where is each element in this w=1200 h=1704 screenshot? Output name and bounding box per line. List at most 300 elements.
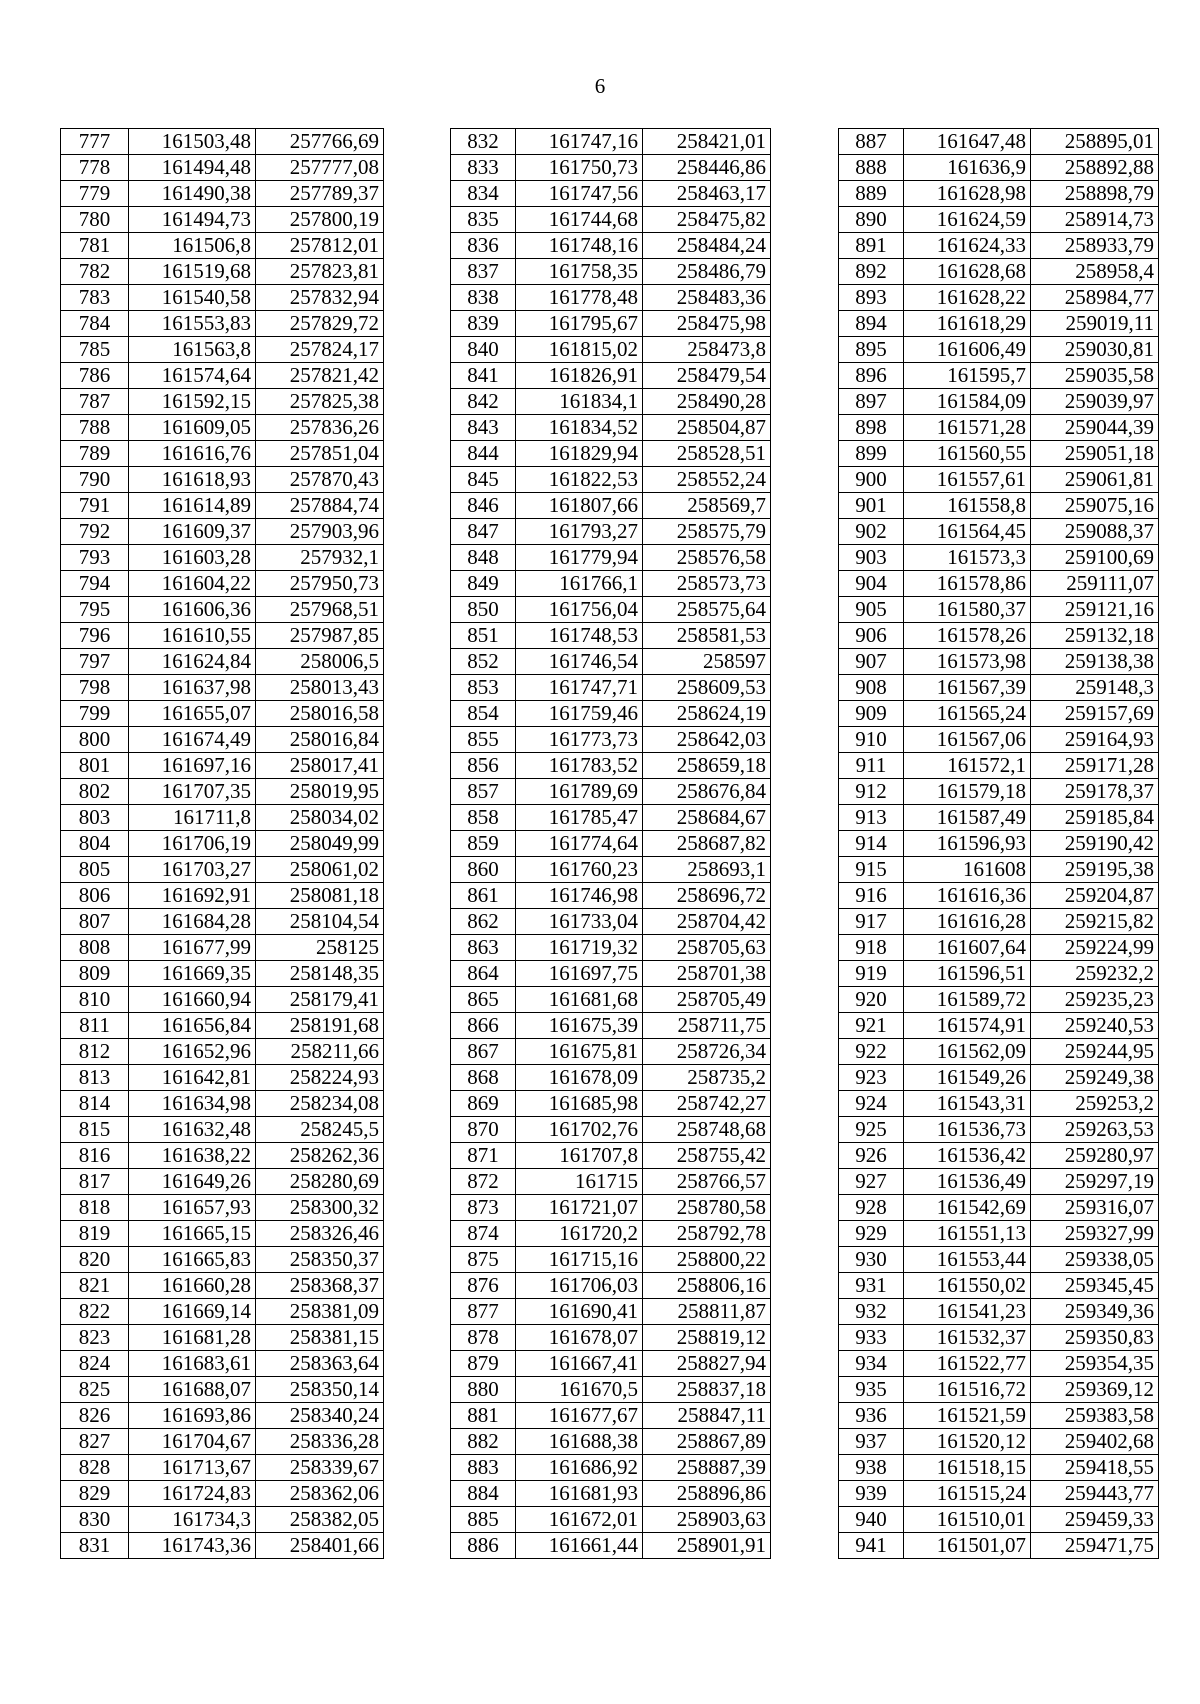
x-coordinate-cell: 161501,07 <box>904 1533 1031 1559</box>
point-number-cell: 782 <box>61 259 129 285</box>
y-coordinate-cell: 258368,37 <box>256 1273 384 1299</box>
table-row <box>451 311 771 337</box>
x-coordinate-cell: 161672,01 <box>516 1507 643 1533</box>
point-number-cell: 910 <box>839 727 904 753</box>
y-coordinate-cell: 258901,91 <box>643 1533 771 1559</box>
point-number-cell: 934 <box>839 1351 904 1377</box>
table-row <box>61 597 384 623</box>
y-coordinate-cell: 257829,72 <box>256 311 384 337</box>
table-row <box>451 1429 771 1455</box>
table-row <box>451 779 771 805</box>
point-number-cell: 867 <box>451 1039 516 1065</box>
point-number-cell: 864 <box>451 961 516 987</box>
table-row <box>839 675 1159 701</box>
point-number-cell: 825 <box>61 1377 129 1403</box>
point-number-cell: 866 <box>451 1013 516 1039</box>
x-coordinate-cell: 161750,73 <box>516 155 643 181</box>
y-coordinate-cell: 258486,79 <box>643 259 771 285</box>
point-number-cell: 878 <box>451 1325 516 1351</box>
point-number-cell: 883 <box>451 1455 516 1481</box>
x-coordinate-cell: 161551,13 <box>904 1221 1031 1247</box>
point-number-cell: 870 <box>451 1117 516 1143</box>
point-number-cell: 781 <box>61 233 129 259</box>
point-number-cell: 786 <box>61 363 129 389</box>
x-coordinate-cell: 161688,07 <box>129 1377 256 1403</box>
table-row <box>839 1169 1159 1195</box>
x-coordinate-cell: 161785,47 <box>516 805 643 831</box>
x-coordinate-cell: 161628,68 <box>904 259 1031 285</box>
y-coordinate-cell: 258705,63 <box>643 935 771 961</box>
point-number-cell: 803 <box>61 805 129 831</box>
y-coordinate-cell: 258705,49 <box>643 987 771 1013</box>
x-coordinate-cell: 161703,27 <box>129 857 256 883</box>
table-row <box>451 1455 771 1481</box>
x-coordinate-cell: 161670,5 <box>516 1377 643 1403</box>
table-row <box>61 1507 384 1533</box>
y-coordinate-cell: 259418,55 <box>1031 1455 1159 1481</box>
table-row <box>451 1507 771 1533</box>
y-coordinate-cell: 259349,36 <box>1031 1299 1159 1325</box>
table-row <box>61 1273 384 1299</box>
table-row <box>839 1013 1159 1039</box>
point-number-cell: 790 <box>61 467 129 493</box>
x-coordinate-cell: 161624,33 <box>904 233 1031 259</box>
y-coordinate-cell: 258693,1 <box>643 857 771 883</box>
y-coordinate-cell: 259035,58 <box>1031 363 1159 389</box>
point-number-cell: 813 <box>61 1065 129 1091</box>
table-row <box>839 1247 1159 1273</box>
y-coordinate-cell: 258711,75 <box>643 1013 771 1039</box>
point-number-cell: 876 <box>451 1273 516 1299</box>
point-number-cell: 801 <box>61 753 129 779</box>
y-coordinate-cell: 258609,53 <box>643 675 771 701</box>
table-row <box>839 1195 1159 1221</box>
table-row <box>839 467 1159 493</box>
x-coordinate-cell: 161614,89 <box>129 493 256 519</box>
table-row <box>451 1117 771 1143</box>
x-coordinate-cell: 161624,59 <box>904 207 1031 233</box>
x-coordinate-cell: 161532,37 <box>904 1325 1031 1351</box>
y-coordinate-cell: 258245,5 <box>256 1117 384 1143</box>
x-coordinate-cell: 161758,35 <box>516 259 643 285</box>
table-row <box>839 259 1159 285</box>
x-coordinate-cell: 161637,98 <box>129 675 256 701</box>
point-number-cell: 819 <box>61 1221 129 1247</box>
table-row <box>839 1065 1159 1091</box>
y-coordinate-cell: 258984,77 <box>1031 285 1159 311</box>
table-row <box>61 961 384 987</box>
point-number-cell: 777 <box>61 129 129 155</box>
x-coordinate-cell: 161834,1 <box>516 389 643 415</box>
point-number-cell: 847 <box>451 519 516 545</box>
table-row <box>839 649 1159 675</box>
point-number-cell: 805 <box>61 857 129 883</box>
table-row <box>451 909 771 935</box>
x-coordinate-cell: 161660,28 <box>129 1273 256 1299</box>
x-coordinate-cell: 161595,7 <box>904 363 1031 389</box>
x-coordinate-cell: 161494,73 <box>129 207 256 233</box>
table-row <box>839 1143 1159 1169</box>
y-coordinate-cell: 258659,18 <box>643 753 771 779</box>
x-coordinate-cell: 161715 <box>516 1169 643 1195</box>
x-coordinate-cell: 161665,83 <box>129 1247 256 1273</box>
point-number-cell: 932 <box>839 1299 904 1325</box>
table-row <box>61 233 384 259</box>
point-number-cell: 863 <box>451 935 516 961</box>
table-row <box>839 1533 1159 1559</box>
y-coordinate-cell: 258421,01 <box>643 129 771 155</box>
x-coordinate-cell: 161609,05 <box>129 415 256 441</box>
y-coordinate-cell: 259190,42 <box>1031 831 1159 857</box>
x-coordinate-cell: 161567,39 <box>904 675 1031 701</box>
point-number-cell: 806 <box>61 883 129 909</box>
x-coordinate-cell: 161550,02 <box>904 1273 1031 1299</box>
point-number-cell: 809 <box>61 961 129 987</box>
x-coordinate-cell: 161610,55 <box>129 623 256 649</box>
y-coordinate-cell: 258473,8 <box>643 337 771 363</box>
table-row <box>451 1169 771 1195</box>
point-number-cell: 900 <box>839 467 904 493</box>
table-row <box>839 233 1159 259</box>
table-row <box>451 1065 771 1091</box>
point-number-cell: 807 <box>61 909 129 935</box>
point-number-cell: 868 <box>451 1065 516 1091</box>
point-number-cell: 882 <box>451 1429 516 1455</box>
y-coordinate-cell: 259138,38 <box>1031 649 1159 675</box>
point-number-cell: 923 <box>839 1065 904 1091</box>
y-coordinate-cell: 258081,18 <box>256 883 384 909</box>
table-row <box>61 1351 384 1377</box>
table-row <box>61 1533 384 1559</box>
table-row <box>451 597 771 623</box>
table-row <box>61 987 384 1013</box>
y-coordinate-cell: 259443,77 <box>1031 1481 1159 1507</box>
x-coordinate-cell: 161521,59 <box>904 1403 1031 1429</box>
y-coordinate-cell: 259224,99 <box>1031 935 1159 961</box>
table-row <box>451 883 771 909</box>
point-number-cell: 931 <box>839 1273 904 1299</box>
point-number-cell: 854 <box>451 701 516 727</box>
table-row <box>451 415 771 441</box>
x-coordinate-cell: 161520,12 <box>904 1429 1031 1455</box>
x-coordinate-cell: 161677,99 <box>129 935 256 961</box>
x-coordinate-cell: 161628,98 <box>904 181 1031 207</box>
y-coordinate-cell: 258867,89 <box>643 1429 771 1455</box>
table-row <box>839 519 1159 545</box>
x-coordinate-cell: 161609,37 <box>129 519 256 545</box>
x-coordinate-cell: 161747,71 <box>516 675 643 701</box>
y-coordinate-cell: 258895,01 <box>1031 129 1159 155</box>
y-coordinate-cell: 259148,3 <box>1031 675 1159 701</box>
y-coordinate-cell: 259232,2 <box>1031 961 1159 987</box>
x-coordinate-cell: 161669,14 <box>129 1299 256 1325</box>
y-coordinate-cell: 259030,81 <box>1031 337 1159 363</box>
y-coordinate-cell: 258483,36 <box>643 285 771 311</box>
x-coordinate-cell: 161688,38 <box>516 1429 643 1455</box>
point-number-cell: 919 <box>839 961 904 987</box>
table-row <box>839 1351 1159 1377</box>
point-number-cell: 800 <box>61 727 129 753</box>
point-number-cell: 928 <box>839 1195 904 1221</box>
y-coordinate-cell: 259088,37 <box>1031 519 1159 545</box>
y-coordinate-cell: 258336,28 <box>256 1429 384 1455</box>
y-coordinate-cell: 259061,81 <box>1031 467 1159 493</box>
table-row <box>839 727 1159 753</box>
y-coordinate-cell: 258933,79 <box>1031 233 1159 259</box>
y-coordinate-cell: 258006,5 <box>256 649 384 675</box>
x-coordinate-cell: 161829,94 <box>516 441 643 467</box>
point-number-cell: 935 <box>839 1377 904 1403</box>
table-row <box>451 1013 771 1039</box>
x-coordinate-cell: 161795,67 <box>516 311 643 337</box>
point-number-cell: 881 <box>451 1403 516 1429</box>
y-coordinate-cell: 258463,17 <box>643 181 771 207</box>
y-coordinate-cell: 257825,38 <box>256 389 384 415</box>
table-row <box>451 1325 771 1351</box>
table-row <box>451 571 771 597</box>
table-row <box>451 805 771 831</box>
x-coordinate-cell: 161536,73 <box>904 1117 1031 1143</box>
point-number-cell: 827 <box>61 1429 129 1455</box>
point-number-cell: 855 <box>451 727 516 753</box>
y-coordinate-cell: 258490,28 <box>643 389 771 415</box>
y-coordinate-cell: 257950,73 <box>256 571 384 597</box>
x-coordinate-cell: 161578,86 <box>904 571 1031 597</box>
table-row <box>451 1091 771 1117</box>
y-coordinate-cell: 257800,19 <box>256 207 384 233</box>
y-coordinate-cell: 258363,64 <box>256 1351 384 1377</box>
y-coordinate-cell: 257823,81 <box>256 259 384 285</box>
point-number-cell: 810 <box>61 987 129 1013</box>
point-number-cell: 814 <box>61 1091 129 1117</box>
x-coordinate-cell: 161702,76 <box>516 1117 643 1143</box>
x-coordinate-cell: 161674,49 <box>129 727 256 753</box>
y-coordinate-cell: 258381,09 <box>256 1299 384 1325</box>
point-number-cell: 862 <box>451 909 516 935</box>
y-coordinate-cell: 257777,08 <box>256 155 384 181</box>
point-number-cell: 893 <box>839 285 904 311</box>
point-number-cell: 937 <box>839 1429 904 1455</box>
y-coordinate-cell: 259263,53 <box>1031 1117 1159 1143</box>
y-coordinate-cell: 257789,37 <box>256 181 384 207</box>
point-number-cell: 797 <box>61 649 129 675</box>
x-coordinate-cell: 161681,68 <box>516 987 643 1013</box>
table-row <box>839 883 1159 909</box>
x-coordinate-cell: 161574,64 <box>129 363 256 389</box>
x-coordinate-cell: 161542,69 <box>904 1195 1031 1221</box>
x-coordinate-cell: 161607,64 <box>904 935 1031 961</box>
table-row <box>61 519 384 545</box>
point-number-cell: 831 <box>61 1533 129 1559</box>
point-number-cell: 925 <box>839 1117 904 1143</box>
x-coordinate-cell: 161580,37 <box>904 597 1031 623</box>
table-row <box>61 935 384 961</box>
point-number-cell: 817 <box>61 1169 129 1195</box>
y-coordinate-cell: 259280,97 <box>1031 1143 1159 1169</box>
y-coordinate-cell: 258475,82 <box>643 207 771 233</box>
x-coordinate-cell: 161596,51 <box>904 961 1031 987</box>
table-row <box>61 1091 384 1117</box>
point-number-cell: 833 <box>451 155 516 181</box>
point-number-cell: 856 <box>451 753 516 779</box>
y-coordinate-cell: 259297,19 <box>1031 1169 1159 1195</box>
table-row <box>839 987 1159 1013</box>
table-row <box>451 207 771 233</box>
x-coordinate-cell: 161766,1 <box>516 571 643 597</box>
point-number-cell: 851 <box>451 623 516 649</box>
table-row <box>839 805 1159 831</box>
y-coordinate-cell: 259185,84 <box>1031 805 1159 831</box>
point-number-cell: 788 <box>61 415 129 441</box>
table-row <box>451 1533 771 1559</box>
x-coordinate-cell: 161506,8 <box>129 233 256 259</box>
x-coordinate-cell: 161592,15 <box>129 389 256 415</box>
point-number-cell: 877 <box>451 1299 516 1325</box>
point-number-cell: 848 <box>451 545 516 571</box>
y-coordinate-cell: 259235,23 <box>1031 987 1159 1013</box>
point-number-cell: 784 <box>61 311 129 337</box>
y-coordinate-cell: 258484,24 <box>643 233 771 259</box>
y-coordinate-cell: 258597 <box>643 649 771 675</box>
y-coordinate-cell: 258569,7 <box>643 493 771 519</box>
table-row <box>839 441 1159 467</box>
x-coordinate-cell: 161519,68 <box>129 259 256 285</box>
y-coordinate-cell: 258125 <box>256 935 384 961</box>
point-number-cell: 852 <box>451 649 516 675</box>
table-row <box>451 181 771 207</box>
table-row <box>61 441 384 467</box>
table-row <box>839 1455 1159 1481</box>
table-row <box>61 337 384 363</box>
point-number-cell: 891 <box>839 233 904 259</box>
table-row <box>451 155 771 181</box>
x-coordinate-cell: 161779,94 <box>516 545 643 571</box>
table-row <box>451 987 771 1013</box>
table-row <box>451 935 771 961</box>
x-coordinate-cell: 161634,98 <box>129 1091 256 1117</box>
x-coordinate-cell: 161632,48 <box>129 1117 256 1143</box>
x-coordinate-cell: 161678,09 <box>516 1065 643 1091</box>
y-coordinate-cell: 258475,98 <box>643 311 771 337</box>
point-number-cell: 861 <box>451 883 516 909</box>
table-row <box>451 337 771 363</box>
point-number-cell: 888 <box>839 155 904 181</box>
table-row <box>61 1169 384 1195</box>
x-coordinate-cell: 161667,41 <box>516 1351 643 1377</box>
x-coordinate-cell: 161748,16 <box>516 233 643 259</box>
y-coordinate-cell: 259240,53 <box>1031 1013 1159 1039</box>
x-coordinate-cell: 161669,35 <box>129 961 256 987</box>
point-number-cell: 936 <box>839 1403 904 1429</box>
x-coordinate-cell: 161661,44 <box>516 1533 643 1559</box>
y-coordinate-cell: 258479,54 <box>643 363 771 389</box>
point-number-cell: 828 <box>61 1455 129 1481</box>
x-coordinate-cell: 161541,23 <box>904 1299 1031 1325</box>
point-number-cell: 778 <box>61 155 129 181</box>
point-number-cell: 889 <box>839 181 904 207</box>
y-coordinate-cell: 258958,4 <box>1031 259 1159 285</box>
point-number-cell: 826 <box>61 1403 129 1429</box>
x-coordinate-cell: 161748,53 <box>516 623 643 649</box>
x-coordinate-cell: 161560,55 <box>904 441 1031 467</box>
x-coordinate-cell: 161567,06 <box>904 727 1031 753</box>
point-number-cell: 779 <box>61 181 129 207</box>
table-row <box>61 623 384 649</box>
y-coordinate-cell: 259039,97 <box>1031 389 1159 415</box>
point-number-cell: 858 <box>451 805 516 831</box>
x-coordinate-cell: 161759,46 <box>516 701 643 727</box>
table-row <box>839 415 1159 441</box>
y-coordinate-cell: 258013,43 <box>256 675 384 701</box>
y-coordinate-cell: 259253,2 <box>1031 1091 1159 1117</box>
table-row <box>61 857 384 883</box>
x-coordinate-cell: 161565,24 <box>904 701 1031 727</box>
x-coordinate-cell: 161522,77 <box>904 1351 1031 1377</box>
y-coordinate-cell: 259215,82 <box>1031 909 1159 935</box>
table-row <box>451 1247 771 1273</box>
x-coordinate-cell: 161697,16 <box>129 753 256 779</box>
table-row <box>451 233 771 259</box>
table-row <box>839 1039 1159 1065</box>
point-number-cell: 791 <box>61 493 129 519</box>
table-row <box>839 1325 1159 1351</box>
point-number-cell: 911 <box>839 753 904 779</box>
x-coordinate-cell: 161603,28 <box>129 545 256 571</box>
table-row <box>451 441 771 467</box>
x-coordinate-cell: 161826,91 <box>516 363 643 389</box>
y-coordinate-cell: 259249,38 <box>1031 1065 1159 1091</box>
x-coordinate-cell: 161503,48 <box>129 129 256 155</box>
x-coordinate-cell: 161724,83 <box>129 1481 256 1507</box>
y-coordinate-cell: 258017,41 <box>256 753 384 779</box>
x-coordinate-cell: 161706,03 <box>516 1273 643 1299</box>
y-coordinate-cell: 257766,69 <box>256 129 384 155</box>
x-coordinate-cell: 161707,8 <box>516 1143 643 1169</box>
table-row <box>61 363 384 389</box>
table-row <box>839 831 1159 857</box>
y-coordinate-cell: 258684,67 <box>643 805 771 831</box>
table-row <box>839 935 1159 961</box>
point-number-cell: 875 <box>451 1247 516 1273</box>
x-coordinate-cell: 161494,48 <box>129 155 256 181</box>
y-coordinate-cell: 259316,07 <box>1031 1195 1159 1221</box>
y-coordinate-cell: 258755,42 <box>643 1143 771 1169</box>
point-number-cell: 941 <box>839 1533 904 1559</box>
y-coordinate-cell: 258019,95 <box>256 779 384 805</box>
x-coordinate-cell: 161704,67 <box>129 1429 256 1455</box>
x-coordinate-cell: 161618,29 <box>904 311 1031 337</box>
y-coordinate-cell: 259132,18 <box>1031 623 1159 649</box>
point-number-cell: 823 <box>61 1325 129 1351</box>
x-coordinate-cell: 161822,53 <box>516 467 643 493</box>
point-number-cell: 798 <box>61 675 129 701</box>
point-number-cell: 844 <box>451 441 516 467</box>
point-number-cell: 908 <box>839 675 904 701</box>
y-coordinate-cell: 258696,72 <box>643 883 771 909</box>
point-number-cell: 874 <box>451 1221 516 1247</box>
point-number-cell: 837 <box>451 259 516 285</box>
point-number-cell: 920 <box>839 987 904 1013</box>
point-number-cell: 857 <box>451 779 516 805</box>
point-number-cell: 834 <box>451 181 516 207</box>
x-coordinate-cell: 161675,39 <box>516 1013 643 1039</box>
y-coordinate-cell: 258581,53 <box>643 623 771 649</box>
table-row <box>451 1377 771 1403</box>
table-row <box>451 389 771 415</box>
point-number-cell: 849 <box>451 571 516 597</box>
x-coordinate-cell: 161697,75 <box>516 961 643 987</box>
y-coordinate-cell: 258676,84 <box>643 779 771 805</box>
